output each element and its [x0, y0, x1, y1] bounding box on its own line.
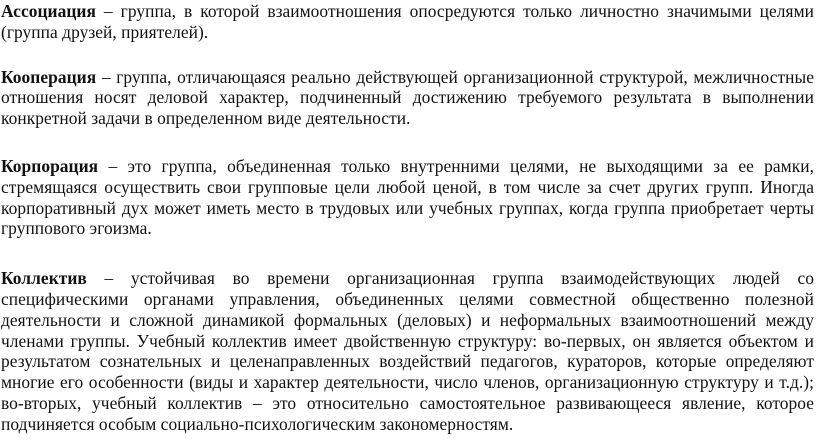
definition-collective: – устойчивая во времени организационная группа взаимодействующих людей со специфическими органами управления, объединенных целями совместной общественно полезной деятельности и сложной динамикой формальных (деловых) и неформальных взаимоотношений между членами группы. Учебный коллектив имеет двойственную структуру: во-первых, он является объектом и результатом сознательных и целенаправленных воздействий педагогов, кураторов, которые определяют многие его особенности (виды и характер деятельности, число членов, организационную структуру и т.д.); во-вторых, учебный коллектив – это относительно самостоятельное развивающееся явление, которое подчиняется особым социально-психологическим закономерностям. — [1, 268, 814, 434]
paragraph-cooperation — [1, 67, 814, 129]
term-association: Ассоциация — [1, 1, 96, 21]
definition-association: – группа, в которой взаимоотношения опосредуются только личностно значимыми целями (группа друзей, приятелей). — [1, 1, 814, 42]
definition-cooperation: – группа, отличающаяся реально действующей организационной структурой, межличностные отношения носят деловой характер, подчиненный достижению требуемого результата в выполнении конкретной задачи в определенном виде деятельности. — [1, 66, 814, 129]
definition-corporation: – это группа, объединенная только внутренними целями, не выходящими за ее рамки, стремящаяся осуществить свои групповые цели любой ценой, в том числе за счет других групп. Иногда корпоративный дух может иметь место в трудовых или учебных группах, когда группа приобретает черты группового эгоизма. — [1, 155, 814, 239]
term-cooperation: Кооперация — [1, 66, 97, 87]
paragraph-corporation — [1, 156, 814, 239]
term-corporation: Корпорация — [1, 155, 99, 176]
paragraph-association — [1, 1, 814, 43]
paragraph-collective — [1, 268, 814, 434]
term-collective: Коллектив — [1, 268, 87, 289]
